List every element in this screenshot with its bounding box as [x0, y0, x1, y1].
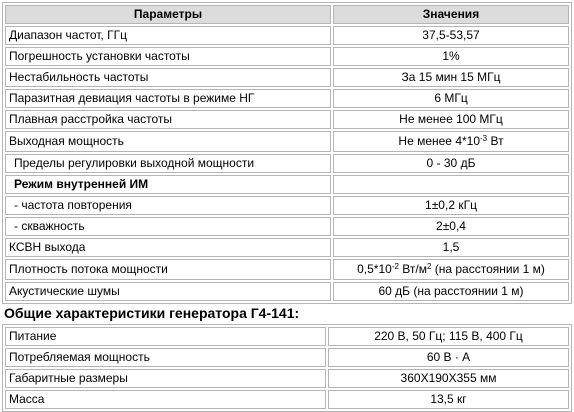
row-value: 60 дБ (на расстоянии 1 м)	[333, 282, 569, 301]
row-param: Питание	[5, 327, 326, 346]
row-param: Паразитная девиация частоты в режиме НГ	[5, 89, 331, 108]
table-row	[5, 89, 569, 108]
value-unit-exponent: 2	[426, 262, 432, 271]
row-param: Погрешность установки частоты	[5, 47, 331, 66]
row-param: Габаритные размеры	[5, 369, 326, 388]
value-unit: Вт/м	[398, 262, 427, 276]
row-param: Нестабильность частоты	[5, 68, 331, 87]
value-text: Не менее 4*10	[398, 134, 481, 148]
row-value: За 15 мин 15 МГц	[333, 68, 569, 87]
table-row	[5, 327, 569, 346]
column-header-values: Значения	[333, 5, 569, 24]
row-value: Не менее 100 МГц	[333, 110, 569, 129]
general-characteristics-table	[2, 324, 572, 412]
row-param: - частота повторения	[5, 196, 331, 215]
table-row	[5, 282, 569, 301]
table-header-row	[5, 5, 569, 24]
row-param: Пределы регулировки выходной мощности	[5, 154, 331, 173]
row-value: 13,5 кг	[328, 390, 569, 409]
row-param: - скважность	[5, 217, 331, 236]
value-note: (на расстоянии 1 м)	[431, 262, 545, 276]
section-heading: Общие характеристики генератора Г4-141:	[4, 305, 300, 321]
table-row	[5, 348, 569, 367]
table-row	[5, 259, 569, 280]
row-value: 0 - 30 дБ	[333, 154, 569, 173]
table-row	[5, 26, 569, 45]
table-row	[5, 217, 569, 236]
row-value: 1,5	[333, 238, 569, 257]
value-unit: Вт	[487, 134, 504, 148]
row-param: Диапазон частот, ГГц	[5, 26, 331, 45]
row-value: 60 В · А	[328, 348, 569, 367]
value-exponent: -3	[480, 134, 488, 143]
row-param: Потребляемая мощность	[5, 348, 326, 367]
table-row	[5, 390, 569, 409]
table-row	[5, 175, 569, 194]
column-header-parameters: Параметры	[5, 5, 331, 24]
row-value	[333, 259, 569, 280]
table-row	[5, 238, 569, 257]
value-text: 0,5*10	[357, 262, 392, 276]
row-value: 1%	[333, 47, 569, 66]
parameters-table	[2, 2, 572, 304]
row-param: Выходная мощность	[5, 131, 331, 152]
value-exponent: -2	[391, 262, 399, 271]
table-row	[5, 131, 569, 152]
table-row	[5, 196, 569, 215]
row-param: КСВН выхода	[5, 238, 331, 257]
row-param: Масса	[5, 390, 326, 409]
row-value: 220 В, 50 Гц; 115 В, 400 Гц	[328, 327, 569, 346]
row-value: 6 МГц	[333, 89, 569, 108]
row-param: Плавная расстройка частоты	[5, 110, 331, 129]
row-value	[333, 175, 569, 194]
table-row	[5, 110, 569, 129]
row-param: Акустические шумы	[5, 282, 331, 301]
table-row	[5, 369, 569, 388]
row-param: Плотность потока мощности	[5, 259, 331, 280]
row-group-heading: Режим внутренней ИМ	[5, 175, 331, 194]
table-row	[5, 47, 569, 66]
row-value: 37,5-53,57	[333, 26, 569, 45]
table-row	[5, 154, 569, 173]
table-row	[5, 68, 569, 87]
row-value: 360Х190Х355 мм	[328, 369, 569, 388]
row-value: 1±0,2 кГц	[333, 196, 569, 215]
row-value	[333, 131, 569, 152]
row-value: 2±0,4	[333, 217, 569, 236]
